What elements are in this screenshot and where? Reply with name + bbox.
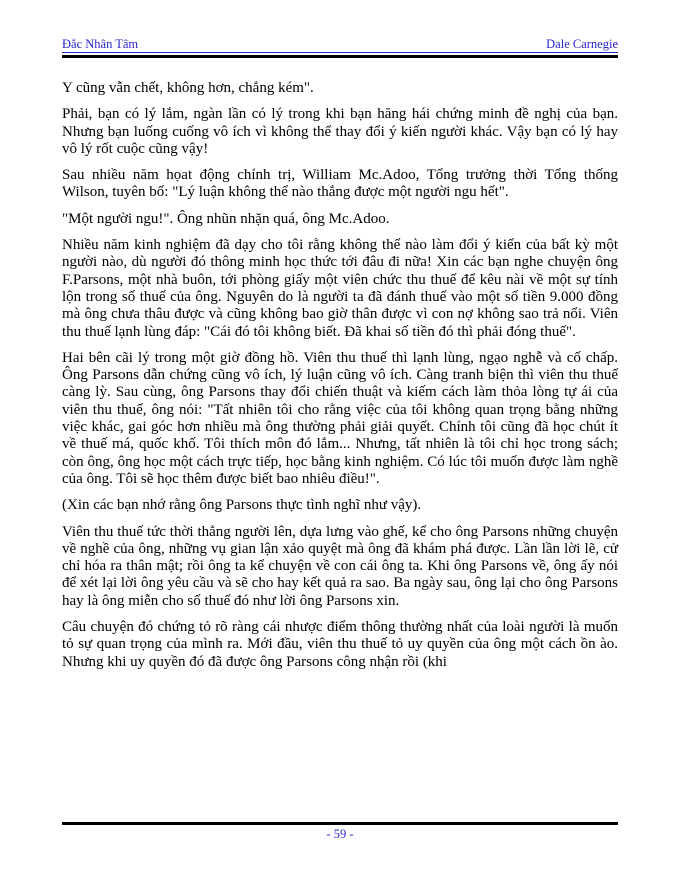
page-header bbox=[62, 0, 618, 51]
header-rule-thin-blue bbox=[62, 52, 618, 53]
header-rule-black bbox=[62, 55, 618, 58]
header-author[interactable]: Dale Carnegie bbox=[546, 37, 618, 51]
header-book-title[interactable]: Đắc Nhân Tâm bbox=[62, 37, 139, 51]
footer-rule-black bbox=[62, 822, 618, 825]
paragraph-9: Câu chuyện đó chứng tỏ rõ ràng cái nhược điểm thông thường nhất của loài người là muốn tỏ sự quan trọng của mình ra. Mới đầu, viên thu thuế tỏ uy quyền của ông một cách ồn ào. Nhưng khi uy quyền đó đã được ông Parsons công nhận rồi (khi bbox=[62, 619, 618, 670]
paragraph-8: Viên thu thuế tức thời thẳng người lên, dựa lưng vào ghế, kể cho ông Parsons những chuyện về nghề của ông, những vụ gian lận xảo quyệt mà ông đã khám phá được. Lần lần lời lẽ, cử chỉ hóa ra thân mật; rồi ông ta kể chuyện về con cái ông ta. Khi ông Parsons về, ông ấy nói để xét lại lời ông yêu cầu và sẽ cho hay kết quả ra sao. Ba ngày sau, ông lại cho ông Parsons hay là ông miễn cho số thuế đó như lời ông Parsons xin. bbox=[62, 523, 618, 609]
paragraph-1: Y cũng vẫn chết, không hơn, chẳng kém". bbox=[62, 80, 314, 96]
paragraph-6: Hai bên cãi lý trong một giờ đồng hồ. Viên thu thuế thì lạnh lùng, ngạo nghễ và cố chấp. Ông Parsons dẫn chứng cũng vô ích, lý luận cũng vô ích. Càng tranh biện thì viên thu thuế càng lỳ. Sau cùng, ông Parsons thay đổi chiến thuật và kiếm cách làm thỏa lòng tự ái của viên thu thuế, ông nói: "Tất nhiên tôi cho rằng việc của tôi không quan trọng bằng những việc khác, gai góc hơn nhiều mà ông thường phải giải quyết. Chính tôi cũng đã học chút ít về thuế má, quốc khố. Tôi thích môn đó lắm... Nhưng, tất nhiên là tôi chỉ học trong sách; còn ông, ông học một cách trực tiếp, học bằng kinh nghiệm. Có lúc tôi muốn được làm nghề của ông. Tôi sẽ học thêm được biết bao nhiêu điều!". bbox=[62, 349, 618, 487]
paragraph-5: Nhiều năm kinh nghiệm đã dạy cho tôi rằng không thể nào làm đổi ý kiến của bất kỳ một người nào, dù người đó thông minh học thức tới đâu đi nữa! Xin các bạn nghe chuyện ông F.Parsons, một nhà buôn, tới phòng giấy một viên chức thu thuế để kêu nài về một sự tính lộn trong số thuế của ông. Nguyên do là người ta đã đánh thuế vào một số tiền 9.000 đồng mà ông chưa thâu được và cũng không bao giờ thân được vì con nợ không sao trả nổi. Viên thu thuế lạnh lùng đáp: "Cái đó tôi không biết. Đã khai số tiền đó thì phải đóng thuế". bbox=[62, 237, 618, 340]
page-body bbox=[62, 80, 618, 671]
paragraph-7: (Xin các bạn nhớ rằng ông Parsons thực tình nghĩ như vậy). bbox=[62, 497, 422, 514]
paragraph-3: Sau nhiều năm họat động chính trị, William Mc.Adoo, Tổng trưởng thời Tổng thống Wilson, tuyên bố: "Lý luận không thể nào thắng được một người ngu hết". bbox=[62, 167, 618, 201]
paragraph-4: "Một người ngu!". Ông nhũn nhặn quá, ông Mc.Adoo. bbox=[62, 210, 390, 227]
paragraph-2: Phải, bạn có lý lắm, ngàn lần có lý trong khi bạn hăng hái chứng minh đề nghị của bạn. Nhưng bạn luống cuống vô ích vì không thể thay đổi ý kiến người khác. Vậy bạn có lý hay vô lý rốt cuộc cũng vậy! bbox=[62, 106, 618, 157]
footer-page-number[interactable]: - 59 - bbox=[326, 827, 354, 841]
